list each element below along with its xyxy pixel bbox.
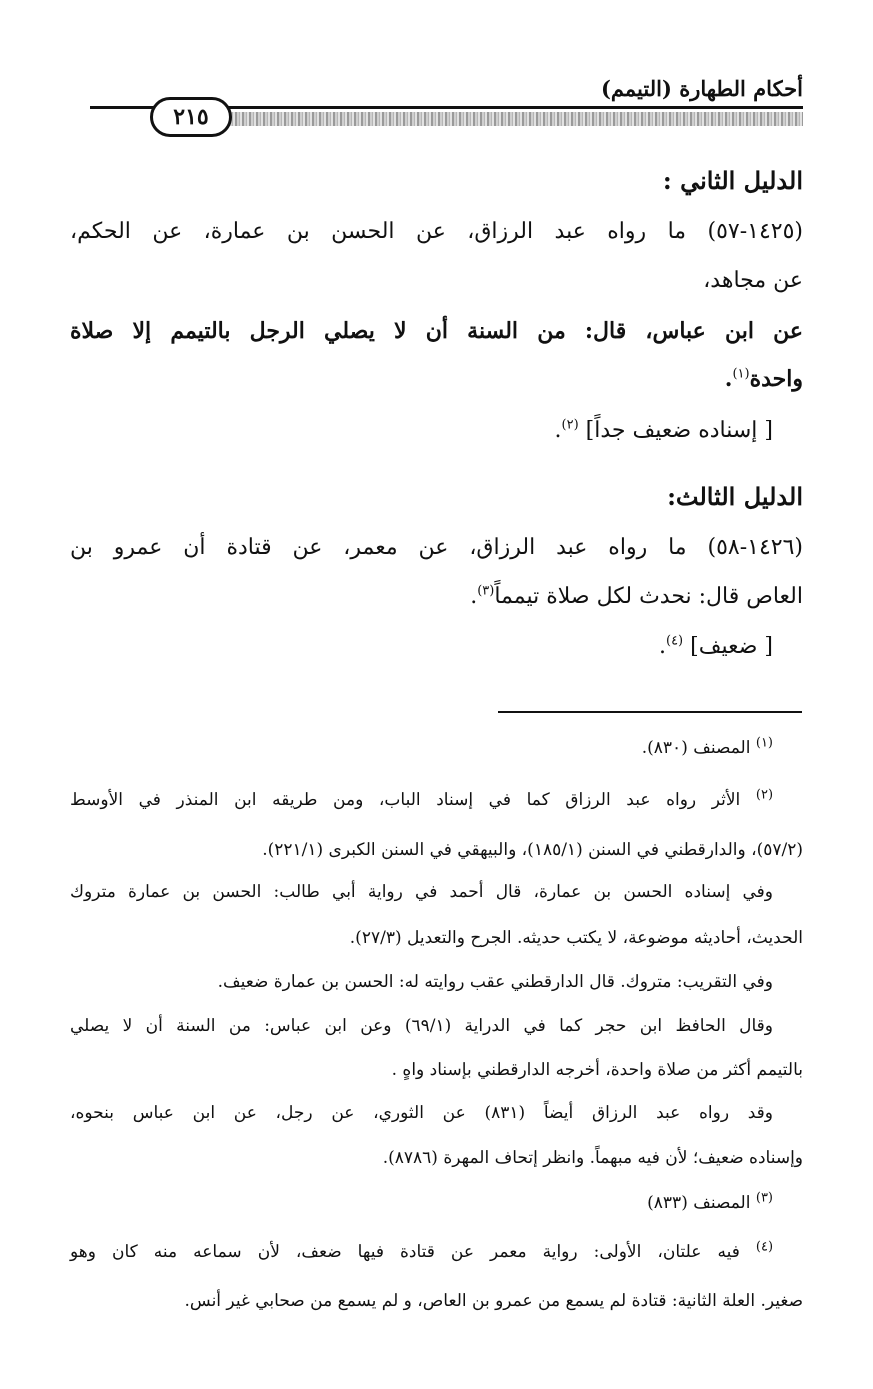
page-number-badge — [150, 97, 232, 137]
hadith-text-line: العاص قال: نحدث لكل صلاة تيمماً$^{(٣)}$. — [470, 583, 803, 609]
footnote-ref: (٢) — [561, 417, 579, 433]
footnote-2-line: وفي التقريب: متروك. قال الدارقطني عقب روايته له: الحسن بن عمارة ضعيف. — [217, 972, 773, 992]
grading-line: [ ضعيف] $^{(٤)}$. — [658, 633, 773, 659]
footnote-2-line: وفي إسناده الحسن بن عمارة، قال أحمد في رواية أبي طالب: الحسن بن عمارة متروك — [70, 882, 773, 902]
footnote-2-line: وقال الحافظ ابن حجر كما في الدراية (٦٩/١) وعن ابن عباس: من السنة أن لا يصلي — [70, 1016, 773, 1036]
section-heading: الدليل الثاني : — [662, 166, 803, 195]
header-ornament-band — [200, 112, 803, 126]
footnote-4-line: صغير. العلة الثانية: قتادة لم يسمع من عمرو بن العاص، و لم يسمع من صحابي غير أنس. — [184, 1291, 803, 1311]
footnote-2: $^{(٢)}$ الأثر رواه عبد الرزاق كما في إسناد الباب، ومن طريقه ابن المنذر في الأوسط — [70, 787, 774, 810]
footnote-ref: (١) — [732, 366, 750, 382]
section-heading: الدليل الثالث: — [667, 482, 803, 511]
hadith-chain-line: عن مجاهد، — [703, 268, 803, 293]
grading-line: [ إسناده ضعيف جداً] $^{(٢)}$. — [554, 417, 773, 443]
running-title: أحكام الطهارة (التيمم) — [600, 76, 803, 101]
footnote-ref: (٤) — [665, 633, 684, 649]
page-number: ٢١٥ — [173, 104, 209, 130]
hadith-text-line: عن ابن عباس، قال: من السنة أن لا يصلي الرجل بالتيمم إلا صلاة — [70, 318, 803, 344]
footnote-3: $^{(٣)}$ المصنف (٨٣٣) — [647, 1190, 773, 1213]
footnote-2-line: وإسناده ضعيف؛ لأن فيه مبهماً. وانظر إتحاف المهرة (٨٧٨٦). — [382, 1148, 803, 1168]
hadith-chain-line: (١٤٢٥-٥٧) ما رواه عبد الرزاق، عن الحسن بن عمارة، عن الحكم، — [70, 219, 803, 244]
footnote-separator — [498, 711, 802, 713]
hadith-chain-line: (١٤٢٦-٥٨) ما رواه عبد الرزاق، عن معمر، عن قتادة أن عمرو بن — [70, 535, 803, 560]
footnote-2-line: وقد رواه عبد الرزاق أيضاً (٨٣١) عن الثوري، عن رجل، عن ابن عباس بنحوه، — [70, 1103, 773, 1123]
footnote-4: $^{(٤)}$ فيه علتان، الأولى: رواية معمر عن قتادة فيها ضعف، لأن سماعه منه كان وهو — [70, 1239, 774, 1262]
footnote-ref: (٣) — [477, 583, 495, 599]
footnote-2-line: بالتيمم أكثر من صلاة واحدة، أخرجه الدارقطني بإسناد واهٍ . — [391, 1060, 803, 1080]
hadith-text-line: واحدة$^{(١)}$. — [724, 366, 803, 392]
footnote-1: $^{(١)}$ المصنف (٨٣٠). — [641, 735, 773, 758]
footnote-2-line: الحديث، أحاديثه موضوعة، لا يكتب حديثه. الجرح والتعديل (٢٧/٣). — [349, 928, 803, 948]
footnote-2-line: (٥٧/٢)، والدارقطني في السنن (١٨٥/١)، والبيهقي في السنن الكبرى (٢٢١/١). — [262, 840, 803, 860]
